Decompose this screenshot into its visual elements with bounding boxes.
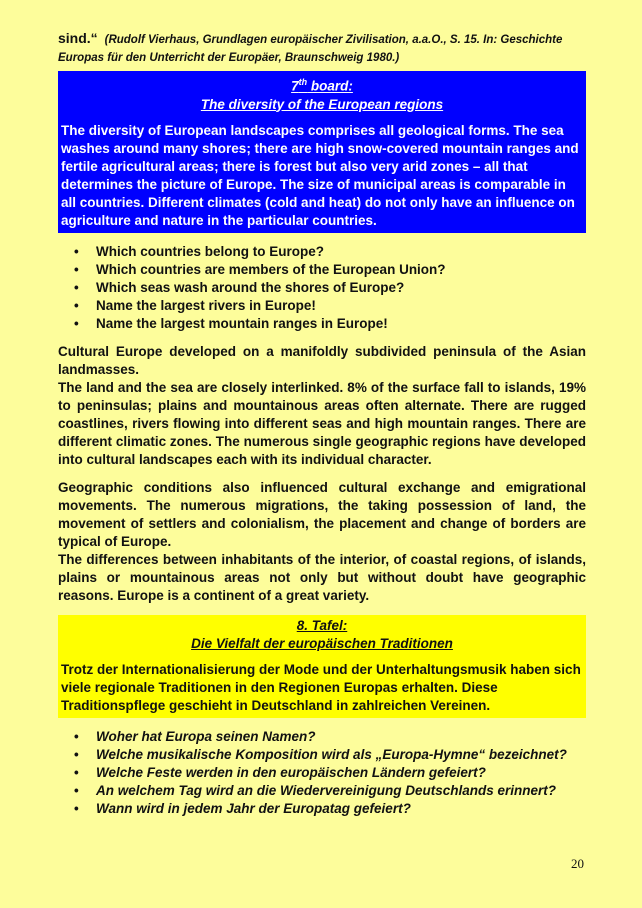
list-item: • Name the largest mountain ranges in Europe! [74,315,388,331]
bullet-icon: • [74,261,79,277]
list-item: • Welche musikalische Komposition wird als „Europa-Hymne“ bezeichnet? [74,746,567,762]
questions-en-list [58,243,586,333]
bullet-icon: • [74,800,79,816]
bullet-icon: • [74,315,79,331]
bullet-icon: • [74,243,79,259]
board-7-subtitle: The diversity of the European regions [200,96,444,112]
paragraph: Cultural Europe developed on a manifoldly subdivided peninsula of the Asian landmasses. [58,343,586,377]
list-item: • Welche Feste werden in den europäischen Ländern gefeiert? [74,764,486,780]
board-7 [58,71,586,233]
bullet-icon: • [74,746,79,762]
board-8 [58,615,586,718]
board-8-title: 8. Tafel: [296,617,348,633]
bullet-icon: • [74,782,79,798]
paragraph: Geographic conditions also influenced cultural exchange and emigrational movements. The numerous migrations, the taking possession of land, the movement of settlers and colonialism, the placement and change of borders are typical of Europe. [58,479,586,549]
quote-citation [58,30,586,67]
questions-de-list [58,728,586,818]
board-7-suffix: th [298,77,308,87]
bullet-icon: • [74,764,79,780]
board-7-text: The diversity of European landscapes comprises all geological forms. The sea washes around many shores; there are high snow-covered mountain ranges and fertile agricultural areas; there is forest but also very arid zones – all that determines the picture of Europe. The size of municipal areas is comparable in all countries. Different climates (cold and heat) do not only have an influence on agriculture and nature in the particular countries. [61,122,579,228]
page-number: 20 [571,856,584,871]
bullet-icon: • [74,279,79,295]
list-item: • Woher hat Europa seinen Namen? [74,728,316,744]
bullet-icon: • [74,728,79,744]
board-8-text: Trotz der Internationalisierung der Mode und der Unterhaltungsmusik haben sich viele regionale Traditionen in den Regionen Europas erhalten. Diese Traditionspflege geschieht in Deutschland in zahlreichen Vereinen. [61,661,581,713]
list-item: • Wann wird in jedem Jahr der Europatag gefeiert? [74,800,411,816]
page-content [58,30,586,828]
list-item: • An welchem Tag wird an die Wiedervereinigung Deutschlands erinnert? [74,782,556,798]
list-item: • Which seas wash around the shores of Europe? [74,279,405,295]
quote-lead: sind.“ [58,30,98,46]
list-item: • Which countries are members of the European Union? [74,261,446,277]
board-8-subtitle: Die Vielfalt der europäischen Traditionen [191,635,453,651]
board-7-number: 7 [291,78,299,94]
paragraph: The land and the sea are closely interlinked. 8% of the surface fall to islands, 19% to peninsulas; plains and mountainous areas often alternate. There are rugged coastlines, rivers flowing into different seas and high mountain ranges. There are different climatic zones. The numerous single geographic regions have developed into cultural landscapes each with its individual character. [58,379,586,467]
board-7-title [61,73,583,96]
list-item: • Which countries belong to Europe? [74,243,324,259]
board-7-label: board: [307,78,353,94]
quote-source: (Rudolf Vierhaus, Grundlagen europäischer Zivilisation, a.a.O., S. 15. In: Geschichte Europas für den Unterricht der Europäer, Braunschweig 1980.) [58,34,563,64]
bullet-icon: • [74,297,79,313]
paragraph: The differences between inhabitants of the interior, of coastal regions, of islands, plains or mountainous areas not only but without doubt have geographic reasons. Europe is a continent of a great variety. [58,551,586,603]
list-item: • Name the largest rivers in Europe! [74,297,316,313]
